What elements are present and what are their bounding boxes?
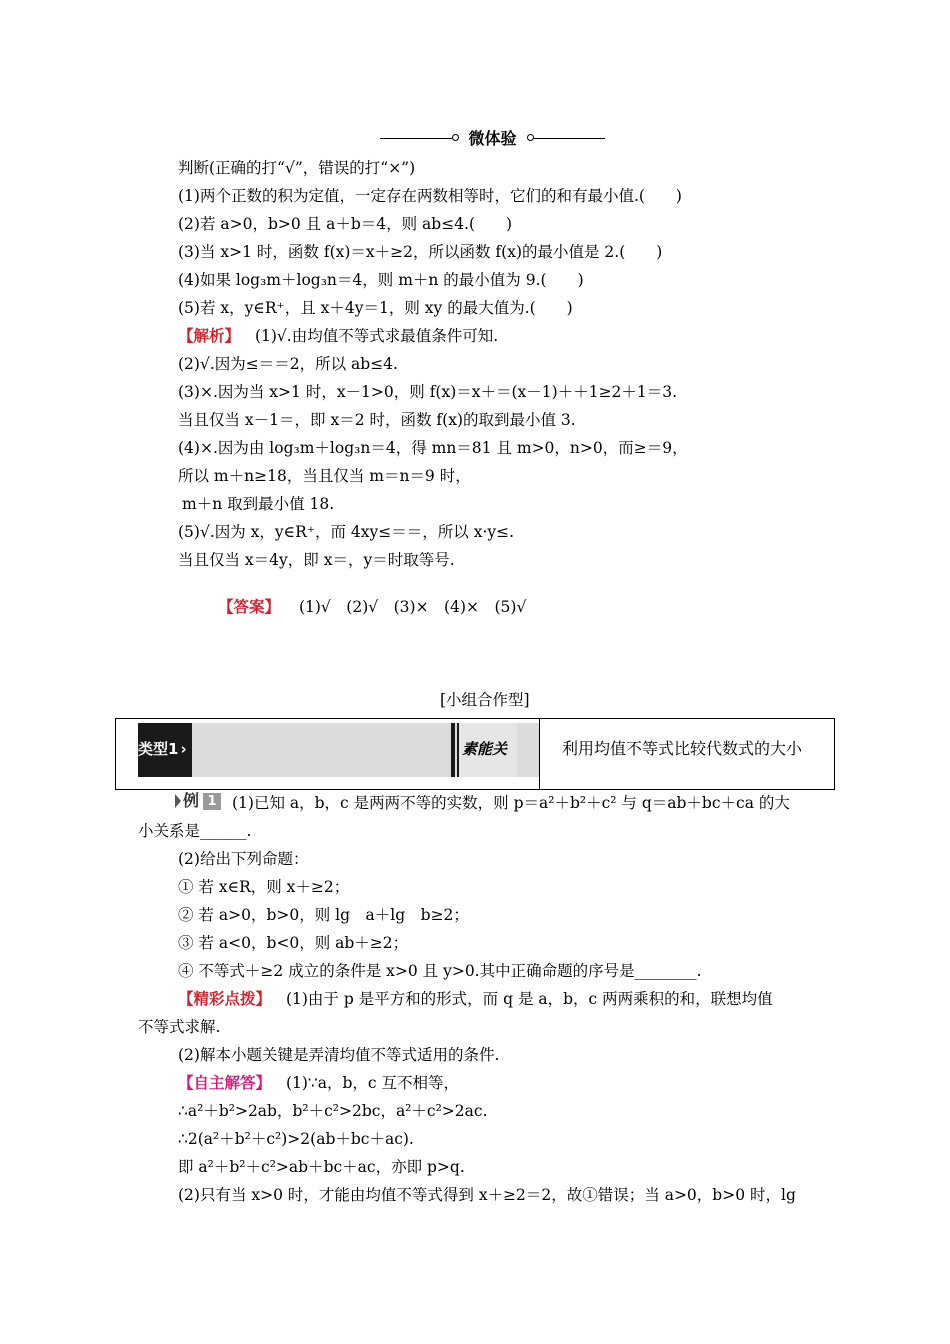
example-number: 1 — [203, 793, 221, 810]
solution-tag: 【自主解答】 — [178, 1073, 272, 1092]
analysis-line: 所以 m＋n≥18，当且仅当 m＝n＝9 时， — [178, 467, 471, 485]
banner-divider-thick — [451, 723, 455, 777]
analysis-line: m＋n 取到最小值 18. — [182, 495, 335, 513]
banner-divider-thin — [457, 723, 459, 777]
insight-tag: 【精彩点拨】 — [178, 989, 272, 1008]
banner-separator — [539, 719, 540, 789]
analysis-line: (5)√.因为 x，y∈R⁺，而 4xy≤＝＝，所以 x·y≤. — [178, 523, 515, 541]
section-title — [380, 128, 605, 150]
title-right-rule — [534, 138, 605, 139]
quiz-intro: 判断(正确的打“√”，错误的打“×”) — [178, 159, 416, 177]
solution-line: (2)只有当 x>0 时，才能由均值不等式得到 x＋≥2＝2，故①错误；当 a>0，b>0 时，lg — [178, 1186, 796, 1204]
solution-line: ∴a²＋b²>2ab，b²＋c²>2bc，a²＋c²>2ac. — [178, 1102, 488, 1120]
example-proposition: ③ 若 a<0，b<0，则 ab＋≥2； — [178, 934, 409, 952]
analysis-text: (1)√.由均值不等式求最值条件可知. — [254, 327, 499, 345]
quiz-item: (4)如果 log₃m＋log₃n＝4，则 m＋n 的最小值为 9.( ) — [178, 271, 584, 289]
insight-text: (1)由于 p 是平方和的形式，而 q 是 a，b，c 两两乘积的和，联想均值 — [285, 990, 773, 1008]
answer-line — [218, 597, 526, 617]
insight-line: (2)解本小题关键是弄清均值不等式适用的条件. — [178, 1046, 500, 1064]
example-proposition: ② 若 a>0，b>0，则 lg a＋lg b≥2； — [178, 906, 469, 924]
example-arrow-icon — [175, 794, 181, 808]
quiz-item: (1)两个正数的积为定值，一定存在两数相等时，它们的和有最小值.( ) — [178, 187, 682, 205]
analysis-line: 当且仅当 x－1＝，即 x＝2 时，函数 f(x)的取到最小值 3. — [178, 411, 576, 429]
solution-line: ∴2(a²＋b²＋c²)>2(ab＋bc＋ac). — [178, 1130, 414, 1148]
example-line: (2)给出下列命题： — [178, 850, 309, 868]
analysis-line: (4)×.因为由 log₃m＋log₃n＝4，得 mn＝81 且 m>0，n>0，而≥＝9， — [178, 439, 688, 457]
example-proposition: ① 若 x∈R，则 x＋≥2； — [178, 878, 350, 896]
analysis-first-line — [178, 326, 498, 346]
quiz-item: (3)当 x>1 时，函数 f(x)＝x＋≥2，所以函数 f(x)的最小值是 2.( ) — [178, 243, 663, 261]
analysis-line: (3)×.因为当 x>1 时，x－1>0，则 f(x)＝x＋＝(x－1)＋＋1≥2＋1＝3. — [178, 383, 678, 401]
quiz-item: (5)若 x，y∈R⁺，且 x＋4y＝1，则 xy 的最大值为.( ) — [178, 299, 573, 317]
quiz-item: (2)若 a>0，b>0 且 a＋b＝4，则 ab≤4.( ) — [178, 215, 513, 233]
analysis-line: 当且仅当 x＝4y，即 x＝，y＝时取等号. — [178, 551, 455, 569]
title-right-dot — [527, 134, 534, 141]
answer-tag: 【答案】 — [218, 597, 281, 616]
insight-line: 不等式求解. — [138, 1018, 221, 1036]
solution-text: (1)∵a，b，c 互不相等， — [285, 1074, 460, 1092]
type-topic: 利用均值不等式比较代数式的大小 — [562, 739, 803, 758]
solution-line: 即 a²＋b²＋c²>ab＋bc＋ac，亦即 p>q. — [178, 1158, 465, 1176]
title-text: 微体验 — [468, 129, 517, 148]
example-proposition: ④ 不等式＋≥2 成立的条件是 x>0 且 y>0.其中正确命题的序号是________. — [178, 962, 702, 980]
example-tag — [175, 790, 227, 812]
example-line: 小关系是______. — [138, 822, 252, 840]
ability-label: 素能关 — [462, 740, 508, 758]
example-line: (1)已知 a，b，c 是两两不等的实数，则 p＝a²＋b²＋c² 与 q＝ab＋bc＋ca 的大 — [232, 794, 790, 812]
insight-first-line — [178, 989, 773, 1009]
type-label: 类型1 › — [138, 740, 187, 758]
example-word: 例 — [183, 791, 200, 810]
analysis-line: (2)√.因为≤＝＝2，所以 ab≤4. — [178, 355, 398, 373]
solution-first-line — [178, 1073, 459, 1093]
answer-text: (1)√ (2)√ (3)× (4)× (5)√ — [298, 598, 527, 616]
analysis-tag: 【解析】 — [178, 326, 241, 345]
group-section-label: [小组合作型] — [440, 691, 530, 709]
